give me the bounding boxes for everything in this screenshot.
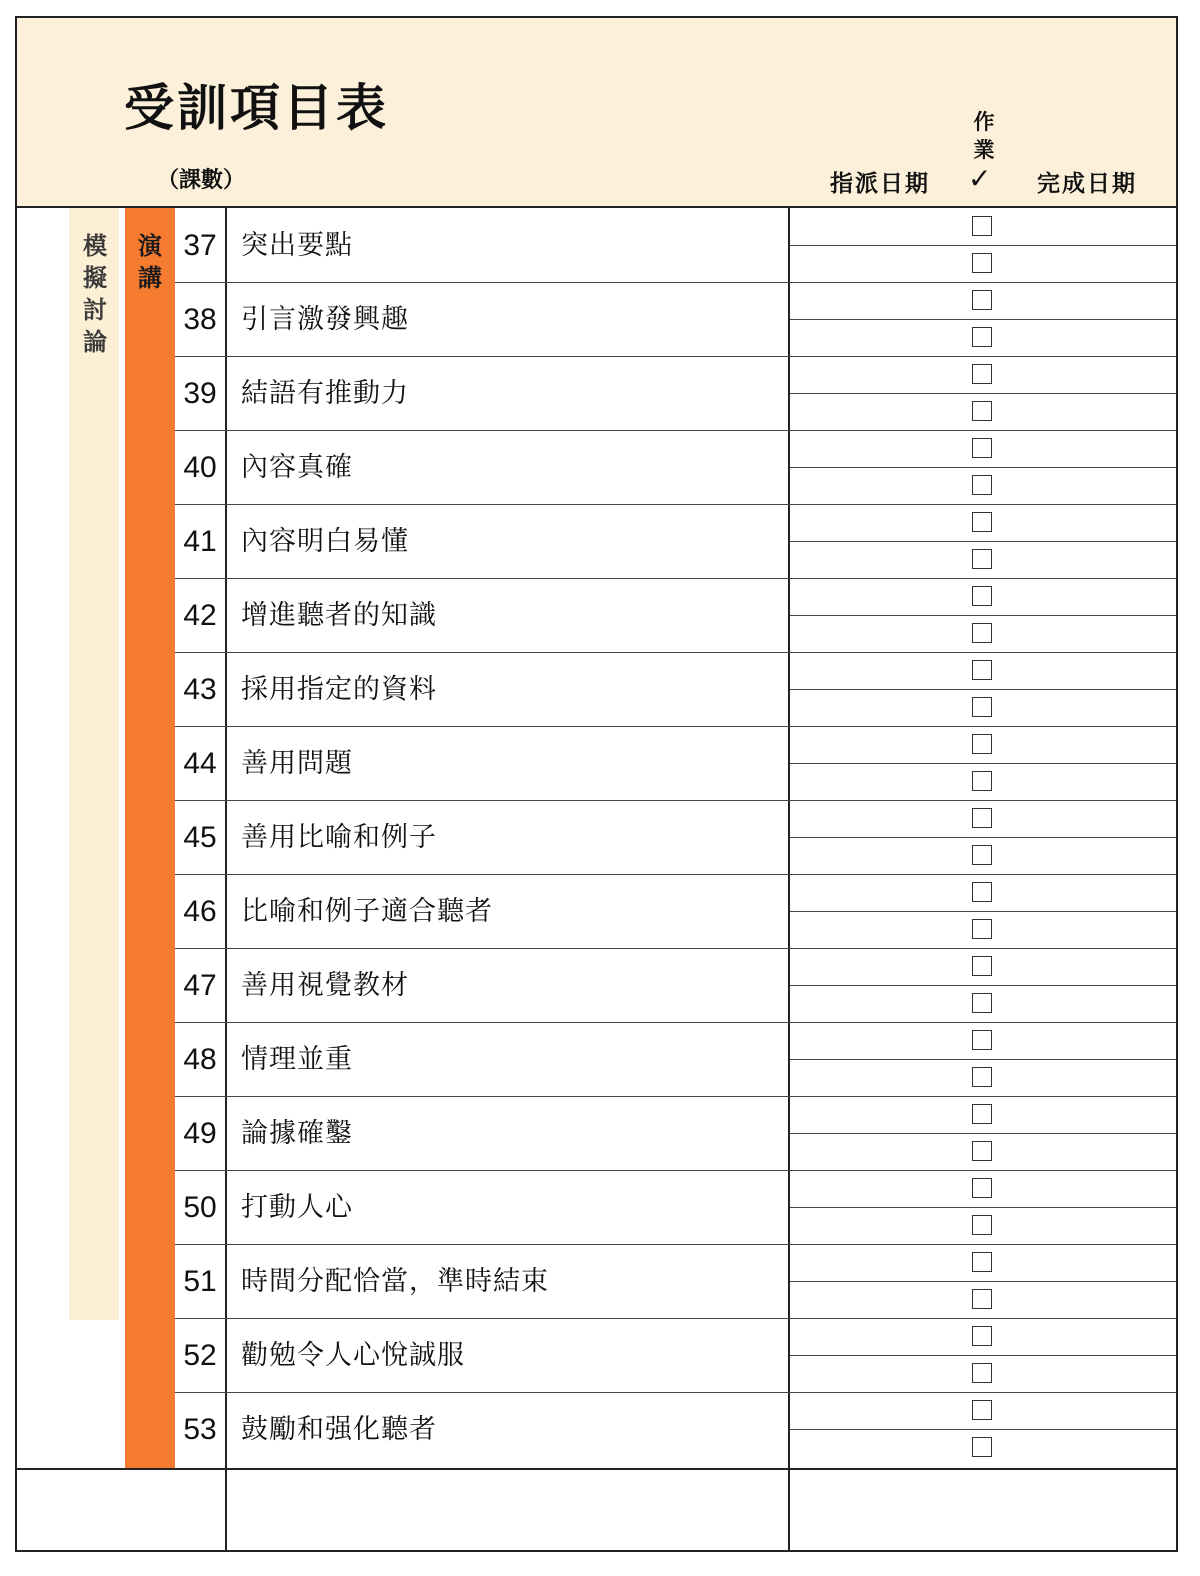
lesson-number: 47: [183, 969, 217, 1002]
lesson-title: 內容真確: [241, 452, 353, 483]
date-mid-divider: [790, 245, 1176, 246]
assigned-date-header: 指派日期: [830, 171, 930, 197]
lesson-title: 善用視覺教材: [241, 970, 409, 1001]
homework-checkbox[interactable]: [972, 549, 992, 569]
date-mid-divider: [790, 985, 1176, 986]
lesson-number: 43: [183, 673, 217, 706]
homework-checkbox[interactable]: [972, 882, 992, 902]
date-mid-divider: [790, 689, 1176, 690]
homework-checkbox[interactable]: [972, 660, 992, 680]
homework-checkbox[interactable]: [972, 475, 992, 495]
homework-checkbox[interactable]: [972, 290, 992, 310]
mock-discussion-label: 模擬討論: [83, 232, 107, 356]
date-mid-divider: [790, 1355, 1176, 1356]
lesson-title: 內容明白易懂: [241, 526, 409, 557]
lesson-title: 論據確鑿: [241, 1118, 353, 1149]
lesson-number: 53: [183, 1413, 217, 1446]
speech-label: 演講: [138, 232, 162, 292]
lesson-number: 38: [183, 303, 217, 336]
lesson-number: 51: [183, 1265, 217, 1298]
date-mid-divider: [790, 393, 1176, 394]
lesson-number: 37: [183, 229, 217, 262]
homework-header: 作業: [973, 110, 995, 162]
date-mid-divider: [790, 1429, 1176, 1430]
lesson-number: 42: [183, 599, 217, 632]
lesson-title: 比喻和例子適合聽者: [241, 896, 493, 927]
homework-checkbox[interactable]: [972, 1289, 992, 1309]
date-mid-divider: [790, 1281, 1176, 1282]
date-mid-divider: [790, 1133, 1176, 1134]
completed-date-header: 完成日期: [1037, 171, 1137, 197]
table-bottom-rule: [17, 1468, 1176, 1470]
date-mid-divider: [790, 911, 1176, 912]
lesson-title: 鼓勵和强化聽者: [241, 1414, 437, 1445]
homework-checkbox[interactable]: [972, 919, 992, 939]
lesson-title: 增進聽者的知識: [241, 600, 437, 631]
date-mid-divider: [790, 1059, 1176, 1060]
date-mid-divider: [790, 541, 1176, 542]
homework-checkbox[interactable]: [972, 1252, 992, 1272]
homework-checkbox[interactable]: [972, 808, 992, 828]
lesson-title: 情理並重: [241, 1044, 353, 1075]
speech-band: [125, 208, 175, 1470]
date-mid-divider: [790, 615, 1176, 616]
lesson-number: 45: [183, 821, 217, 854]
lesson-number: 52: [183, 1339, 217, 1372]
homework-checkbox[interactable]: [972, 1141, 992, 1161]
homework-checkbox[interactable]: [972, 253, 992, 273]
lesson-count-label: （課數）: [157, 168, 246, 193]
homework-checkbox[interactable]: [972, 327, 992, 347]
lesson-title: 善用比喻和例子: [241, 822, 437, 853]
page-title: 受訓項目表: [124, 79, 389, 137]
lesson-number: 44: [183, 747, 217, 780]
homework-checkbox[interactable]: [972, 845, 992, 865]
homework-checkbox[interactable]: [972, 364, 992, 384]
lesson-title: 引言激發興趣: [241, 304, 409, 335]
homework-checkbox[interactable]: [972, 401, 992, 421]
date-mid-divider: [790, 1207, 1176, 1208]
lesson-title: 結語有推動力: [241, 378, 409, 409]
lesson-number: 46: [183, 895, 217, 928]
homework-checkbox[interactable]: [972, 1326, 992, 1346]
date-mid-divider: [790, 467, 1176, 468]
lesson-number: 40: [183, 451, 217, 484]
lesson-title: 善用問題: [241, 748, 353, 779]
homework-checkbox[interactable]: [972, 734, 992, 754]
homework-checkbox[interactable]: [972, 1067, 992, 1087]
date-mid-divider: [790, 837, 1176, 838]
homework-checkbox[interactable]: [972, 1104, 992, 1124]
homework-checkbox[interactable]: [972, 1363, 992, 1383]
homework-checkbox[interactable]: [972, 512, 992, 532]
lesson-title: 時間分配恰當，準時結束: [241, 1266, 549, 1297]
homework-checkbox[interactable]: [972, 1400, 992, 1420]
date-mid-divider: [790, 319, 1176, 320]
homework-checkbox[interactable]: [972, 697, 992, 717]
lesson-number: 41: [183, 525, 217, 558]
lesson-title: 勸勉令人心悅誠服: [241, 1340, 465, 1371]
homework-checkbox[interactable]: [972, 956, 992, 976]
homework-checkbox[interactable]: [972, 623, 992, 643]
homework-checkbox[interactable]: [972, 438, 992, 458]
lesson-number: 48: [183, 1043, 217, 1076]
homework-checkbox[interactable]: [972, 1030, 992, 1050]
lesson-number: 50: [183, 1191, 217, 1224]
date-mid-divider: [790, 763, 1176, 764]
homework-checkbox[interactable]: [972, 1178, 992, 1198]
lesson-number: 49: [183, 1117, 217, 1150]
lesson-title: 採用指定的資料: [241, 674, 437, 705]
homework-checkbox[interactable]: [972, 1215, 992, 1235]
lesson-number: 39: [183, 377, 217, 410]
lesson-title: 突出要點: [241, 230, 353, 261]
homework-checkbox[interactable]: [972, 993, 992, 1013]
homework-checkbox[interactable]: [972, 216, 992, 236]
homework-checkbox[interactable]: [972, 771, 992, 791]
checkmark-icon: ✓: [968, 162, 992, 195]
homework-checkbox[interactable]: [972, 1437, 992, 1457]
lesson-title: 打動人心: [241, 1192, 353, 1223]
mock-discussion-band: [69, 208, 119, 1320]
homework-checkbox[interactable]: [972, 586, 992, 606]
